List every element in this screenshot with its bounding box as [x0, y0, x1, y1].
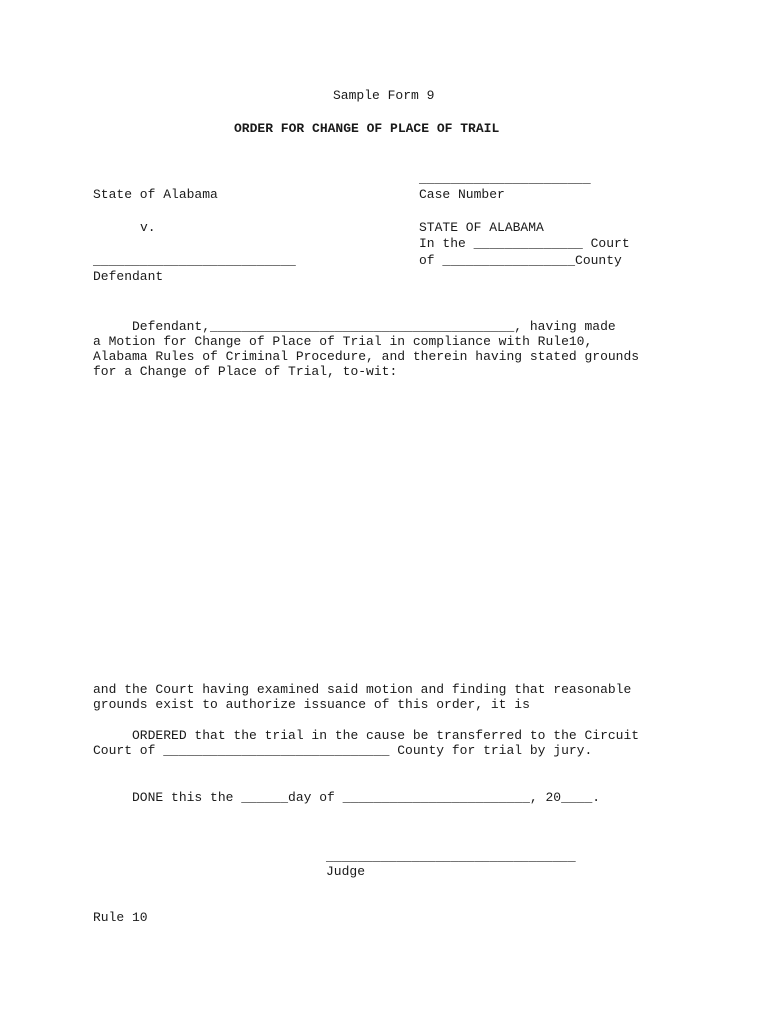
judge-signature-line: ________________________________: [326, 849, 576, 864]
versus-label: v.: [140, 220, 156, 235]
case-number-label: Case Number: [419, 187, 505, 202]
ordered-paragraph-line: ORDERED that the trial in the cause be transferred to the Circuit: [93, 728, 640, 743]
form-label: Sample Form 9: [333, 88, 435, 103]
done-date-line: DONE this the ______day of ________________________, 20____.: [93, 790, 601, 805]
court-in-the: In the ______________ Court: [419, 236, 630, 251]
judge-label: Judge: [326, 864, 366, 879]
motion-paragraph-line: a Motion for Change of Place of Trial in compliance with Rule10,: [93, 334, 593, 349]
page-title: ORDER FOR CHANGE OF PLACE OF TRAIL: [234, 121, 500, 136]
state-label: State of Alabama: [93, 187, 218, 202]
case-number-line: ______________________: [419, 171, 591, 186]
rule-footer: Rule 10: [93, 910, 148, 925]
court-state: STATE OF ALABAMA: [419, 220, 544, 235]
court-county: of _________________County: [419, 253, 622, 268]
ordered-paragraph-line: Court of _____________________________ County for trial by jury.: [93, 743, 593, 758]
finding-paragraph-line: grounds exist to authorize issuance of this order, it is: [93, 697, 530, 712]
motion-paragraph-line: Defendant,_______________________________________, having made: [93, 319, 616, 334]
defendant-label: Defendant: [93, 269, 164, 284]
finding-paragraph-line: and the Court having examined said motion and finding that reasonable: [93, 682, 632, 697]
motion-paragraph-line: Alabama Rules of Criminal Procedure, and therein having stated grounds: [93, 349, 640, 364]
motion-paragraph-line: for a Change of Place of Trial, to-wit:: [93, 364, 398, 379]
defendant-line: __________________________: [93, 253, 296, 268]
